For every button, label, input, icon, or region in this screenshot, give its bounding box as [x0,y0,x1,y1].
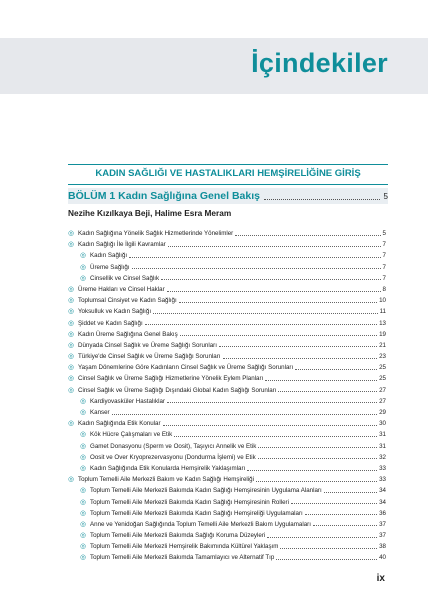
target-bullet-icon: ◎ [68,386,74,394]
toc-entry-text: Üreme Sağlığı [90,263,130,271]
toc-entry-text: Kardiyovasküler Hastalıklar [90,397,165,405]
toc-entry-text: Kanser [90,409,110,416]
toc-entry-text: Toplumsal Cinsiyet ve Kadın Sağlığı [78,297,177,305]
leader-dots [223,358,378,359]
target-bullet-icon: ◎ [68,375,74,383]
toc-entry[interactable] [68,530,386,541]
toc-entry-text: Şiddet ve Kadın Sağlığı [78,319,143,327]
leader-dots [267,537,377,538]
target-bullet-icon: ◎ [68,364,74,372]
toc-entry[interactable] [68,429,386,440]
toc-entry-page: 38 [379,543,386,551]
chapter-heading[interactable] [68,188,388,204]
toc-entry[interactable] [68,273,386,284]
toc-entry-text: Toplum Temelli Aile Merkezli Bakımda Tamamlayıcı ve Alternatif Tıp [90,554,275,562]
toc-entry-text: Kadın Sağlığı [90,252,128,260]
toc-entry[interactable] [68,508,386,519]
leader-dots [280,548,377,549]
leader-dots [174,436,377,437]
toc-entry-text: Türkiye'de Cinsel Sağlık ve Üreme Sağlığı Sorunları [78,353,221,361]
target-bullet-icon: ◎ [80,397,86,405]
toc-entry[interactable] [68,485,386,496]
toc-entry[interactable] [68,250,386,261]
toc-entry-page: 23 [379,353,386,361]
leader-dots [305,514,377,515]
target-bullet-icon: ◎ [80,409,86,416]
toc-entry-text: Dünyada Cinsel Sağlık ve Üreme Sağlığı Sorunları [78,341,217,349]
target-bullet-icon: ◎ [80,464,86,472]
target-bullet-icon: ◎ [68,341,74,349]
toc-entry-page: 7 [382,274,386,282]
toc-entry-text: Kadın Sağlığı İle İlgili Kavramlar [78,241,166,249]
target-bullet-icon: ◎ [80,431,86,439]
toc-entry[interactable] [68,441,386,452]
target-bullet-icon: ◎ [80,263,86,271]
toc-entry-text: Oosit ve Over Kryoprezervasyonu (Dondurma İşlemi) ve Etik [90,453,256,461]
toc-entry-text: Yaşam Dönemlerine Göre Kadınların Cinsel Sağlık ve Üreme Sağlığı Sorunları [78,364,294,372]
toc-entry[interactable] [68,385,386,396]
target-bullet-icon: ◎ [80,498,86,506]
page-header [0,38,428,94]
toc-entry[interactable] [68,329,386,340]
toc-entry-page: 7 [382,252,386,260]
leader-dots [258,447,377,448]
target-bullet-icon: ◎ [68,308,74,316]
leader-dots [167,291,381,292]
leader-dots [247,470,377,471]
toc-entry-page: 40 [379,554,386,562]
toc-entry[interactable] [68,418,386,429]
target-bullet-icon: ◎ [80,487,86,495]
toc-entry-page: 13 [379,319,386,327]
target-bullet-icon: ◎ [80,252,86,260]
target-bullet-icon: ◎ [68,230,74,237]
toc-entry-page: 8 [382,285,386,293]
toc-entry-page: 31 [379,431,386,439]
target-bullet-icon: ◎ [68,353,74,361]
target-bullet-icon: ◎ [68,476,74,484]
leader-dots [258,458,377,459]
leader-dots [161,279,380,280]
target-bullet-icon: ◎ [68,319,74,327]
leader-dots [145,324,377,325]
leader-dots [295,369,377,370]
toc-entry[interactable] [68,351,386,362]
toc-entry-text: Kadın Sağlığında Etik Konular [78,420,161,428]
chapter-leader-dots [264,199,380,200]
toc-entry-page: 36 [379,509,386,517]
toc-entry-page: 30 [379,420,386,428]
leader-dots [180,335,377,336]
toc-entry-page: 33 [379,476,386,484]
toc-entry[interactable] [68,284,386,295]
toc-entry-page: 37 [379,532,386,540]
page-number: ix [376,573,385,584]
toc-entry-page: 37 [379,520,386,528]
target-bullet-icon: ◎ [80,543,86,551]
toc-entry-text: Toplum Temelli Aile Merkezli Hemşirelik Bakımında Kültürel Yaklaşım [90,543,279,551]
toc-entry-page: 33 [379,464,386,472]
toc-entry[interactable] [68,295,386,306]
chapter-authors: Nezihe Kızılkaya Beji, Halime Esra Meram [68,208,232,218]
target-bullet-icon: ◎ [68,241,74,249]
target-bullet-icon: ◎ [80,274,86,282]
toc-entry-page: 7 [382,263,386,271]
leader-dots [324,492,377,493]
toc-entry-page: 10 [379,297,386,305]
leader-dots [278,391,377,392]
leader-dots [219,346,377,347]
toc-entry-text: Cinsellik ve Cinsel Sağlık [90,274,160,282]
leader-dots [112,414,378,415]
toc-entry[interactable] [68,519,386,530]
toc-entry-page: 25 [379,364,386,372]
toc-entry[interactable] [68,362,386,373]
leader-dots [276,559,377,560]
toc-entry-page: 27 [379,397,386,405]
toc-entry-page: 27 [379,386,386,394]
toc-entry-text: Toplum Temelli Aile Merkezli Bakımda Kadın Sağlığı Hemşiresinin Rolleri [90,498,289,506]
toc-entry-page: 34 [379,487,386,495]
target-bullet-icon: ◎ [80,532,86,540]
toc-entry-page: 11 [379,308,386,316]
toc-entry-text: Toplum Temelli Aile Merkezli Bakımda Kadın Sağlığı Hemşireliği Uygulamaları [90,509,303,517]
target-bullet-icon: ◎ [68,330,74,338]
toc-entry[interactable] [68,497,386,508]
toc-entry-text: Kadın Sağlığına Yönelik Sağlık Hizmetlerinde Yönelimler [78,230,234,237]
toc-entry-text: Gamet Donasyonu (Sperm ve Oosit), Taşıyıcı Annelik ve Etik [90,442,257,450]
leader-dots [167,402,377,403]
leader-dots [168,246,381,247]
toc-entry[interactable] [68,239,386,250]
toc-entry-page: 25 [379,375,386,383]
leader-dots [163,425,378,426]
toc-entry[interactable] [68,463,386,474]
chapter-page: 5 [383,191,388,201]
toc-entry[interactable] [68,228,386,239]
chapter-title: BÖLÜM 1 Kadın Sağlığına Genel Bakış [68,190,260,202]
toc-entry[interactable] [68,318,386,329]
leader-dots [256,481,377,482]
toc-entry[interactable] [68,262,386,273]
toc-entry-text: Üreme Hakları ve Cinsel Haklar [78,285,165,293]
toc-entry-text: Kök Hücre Çalışmaları ve Etik [90,431,173,439]
toc-entry-text: Kadın Sağlığında Etik Konularda Hemşirelik Yaklaşımları [90,464,246,472]
toc-entry-text: Anne ve Yenidoğan Sağlığında Toplum Temelli Aile Merkezli Bakım Uygulamaları [90,520,311,528]
toc-entry-page: 7 [382,241,386,249]
leader-dots [235,235,380,236]
toc-entry[interactable] [68,396,386,407]
target-bullet-icon: ◎ [68,285,74,293]
toc-entry-page: 5 [382,230,386,237]
leader-dots [313,525,377,526]
toc-list [68,228,386,564]
leader-dots [265,380,377,381]
toc-entry-page: 32 [379,453,386,461]
toc-entry[interactable] [68,306,386,317]
toc-entry-page: 21 [379,341,386,349]
toc-entry-page: 34 [379,498,386,506]
target-bullet-icon: ◎ [80,509,86,517]
leader-dots [179,302,377,303]
toc-entry-text: Kadın Üreme Sağlığına Genel Bakış [78,330,178,338]
toc-entry[interactable] [68,452,386,463]
leader-dots [132,268,381,269]
section-title: KADIN SAĞLIĞI VE HASTALIKLARI HEMŞİRELİĞİNE GİRİŞ [95,168,361,179]
leader-dots [291,503,377,504]
leader-dots [153,313,378,314]
toc-entry-text: Toplum Temelli Aile Merkezli Bakımda Kadın Sağlığı Hemşiresinin Uygulama Alanları [90,487,322,495]
toc-entry-text: Cinsel Sağlık ve Üreme Sağlığı Dışındaki Global Kadın Sağlığı Sorunları [78,386,277,394]
toc-entry[interactable] [68,340,386,351]
toc-entry-text: Cinsel Sağlık ve Üreme Sağlığı Hizmetlerine Yönelik Eylem Planları [78,375,264,383]
target-bullet-icon: ◎ [68,420,74,428]
target-bullet-icon: ◎ [80,442,86,450]
toc-entry[interactable] [68,474,386,485]
toc-entry-text: Toplum Temelli Aile Merkezli Bakım ve Kadın Sağlığı Hemşireliği [78,476,254,484]
page-title: İçindekiler [251,48,388,78]
target-bullet-icon: ◎ [80,453,86,461]
target-bullet-icon: ◎ [68,297,74,305]
toc-entry-text: Yoksulluk ve Kadın Sağlığı [78,308,152,316]
toc-entry-page: 19 [379,330,386,338]
toc-entry[interactable] [68,407,386,418]
target-bullet-icon: ◎ [80,554,86,562]
header-left-panel [0,38,270,94]
toc-entry-text: Toplum Temelli Aile Merkezli Bakımda Sağlığı Koruma Düzeyleri [90,532,266,540]
section-rule-bottom [68,184,388,185]
toc-entry[interactable] [68,541,386,552]
toc-entry-page: 29 [379,409,386,416]
toc-entry-page: 31 [379,442,386,450]
target-bullet-icon: ◎ [80,520,86,528]
toc-entry[interactable] [68,552,386,563]
toc-entry[interactable] [68,373,386,384]
leader-dots [129,257,380,258]
